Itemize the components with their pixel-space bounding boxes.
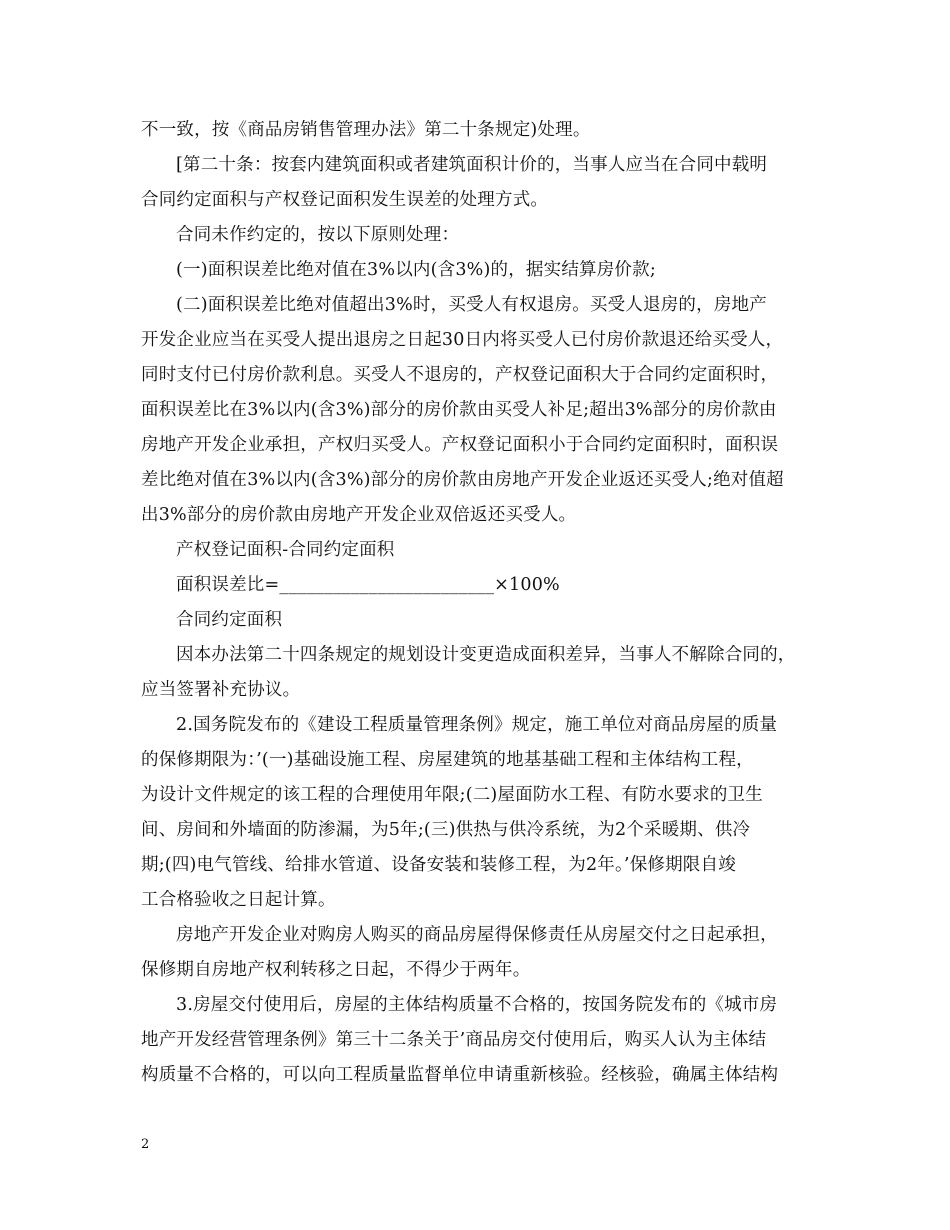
text-line: 开发企业应当在买受人提出退房之日起30日内将买受人已付房价款退还给买受人，	[141, 330, 784, 350]
text-line: 合同未作约定的，按以下原则处理：	[176, 225, 460, 245]
text-line: 的保修期限为：’(一)基础设施工程、房屋建筑的地基基础工程和主体结构工程，	[141, 750, 754, 770]
text-line: 2.国务院发布的《建设工程质量管理条例》规定，施工单位对商品房屋的质量	[176, 715, 778, 735]
text-line: 地产开发经营管理条例》第三十二条关于’商品房交付使用后，购买人认为主体结	[141, 1030, 767, 1050]
page-number: 2	[141, 1137, 150, 1152]
text-line: 不一致，按《商品房销售管理办法》第二十条规定)处理。	[141, 120, 591, 140]
text-line: 出3%部分的房价款由房地产开发企业双倍返还买受人。	[141, 505, 577, 525]
text-line: (一)面积误差比绝对值在3%以内(含3%)的，据实结算房价款;	[176, 260, 656, 280]
formula-denominator: 合同约定面积	[176, 610, 283, 630]
text-line: 应当签署补充协议。	[141, 680, 301, 700]
text-line: 差比绝对值在3%以内(含3%)部分的房价款由房地产开发企业返还买受人;绝对值超	[141, 470, 784, 490]
text-line: 构质量不合格的，可以向工程质量监督单位申请重新核验。经核验，确属主体结构	[141, 1065, 779, 1085]
text-line: 为设计文件规定的该工程的合理使用年限;(二)屋面防水工程、有防水要求的卫生	[141, 785, 763, 805]
text-line: 同时支付已付房价款利息。买受人不退房的，产权登记面积大于合同约定面积时，	[141, 365, 779, 385]
text-line: 3.房屋交付使用后，房屋的主体结构质量不合格的，按国务院发布的《城市房	[176, 995, 778, 1015]
text-line: [第二十条：按套内建筑面积或者建筑面积计价的，当事人应当在合同中载明	[176, 155, 768, 175]
text-line: 期;(四)电气管线、给排水管道、设备安装和装修工程，为2年。’保修期限自竣	[141, 855, 736, 875]
text-line: 工合格验收之日起计算。	[141, 890, 336, 910]
formula-line: 面积误差比=________________________×100%	[176, 575, 560, 595]
text-line: 间、房间和外墙面的防渗漏，为5年;(三)供热与供冷系统，为2个采暖期、供冷	[141, 820, 751, 840]
text-line: (二)面积误差比绝对值超出3%时，买受人有权退房。买受人退房的，房地产	[176, 295, 767, 315]
text-line: 房地产开发企业对购房人购买的商品房屋得保修责任从房屋交付之日起承担，	[176, 925, 778, 945]
text-line: 保修期自房地产权利转移之日起，不得少于两年。	[141, 960, 531, 980]
text-line: 合同约定面积与产权登记面积发生误差的处理方式。	[141, 190, 549, 210]
text-line: 房地产开发企业承担，产权归买受人。产权登记面积小于合同约定面积时，面积误	[141, 435, 779, 455]
formula-numerator: 产权登记面积-合同约定面积	[176, 540, 395, 560]
text-line: 面积误差比在3%以内(含3%)部分的房价款由买受人补足;超出3%部分的房价款由	[141, 400, 777, 420]
text-line: 因本办法第二十四条规定的规划设计变更造成面积差异，当事人不解除合同的，	[176, 645, 796, 665]
